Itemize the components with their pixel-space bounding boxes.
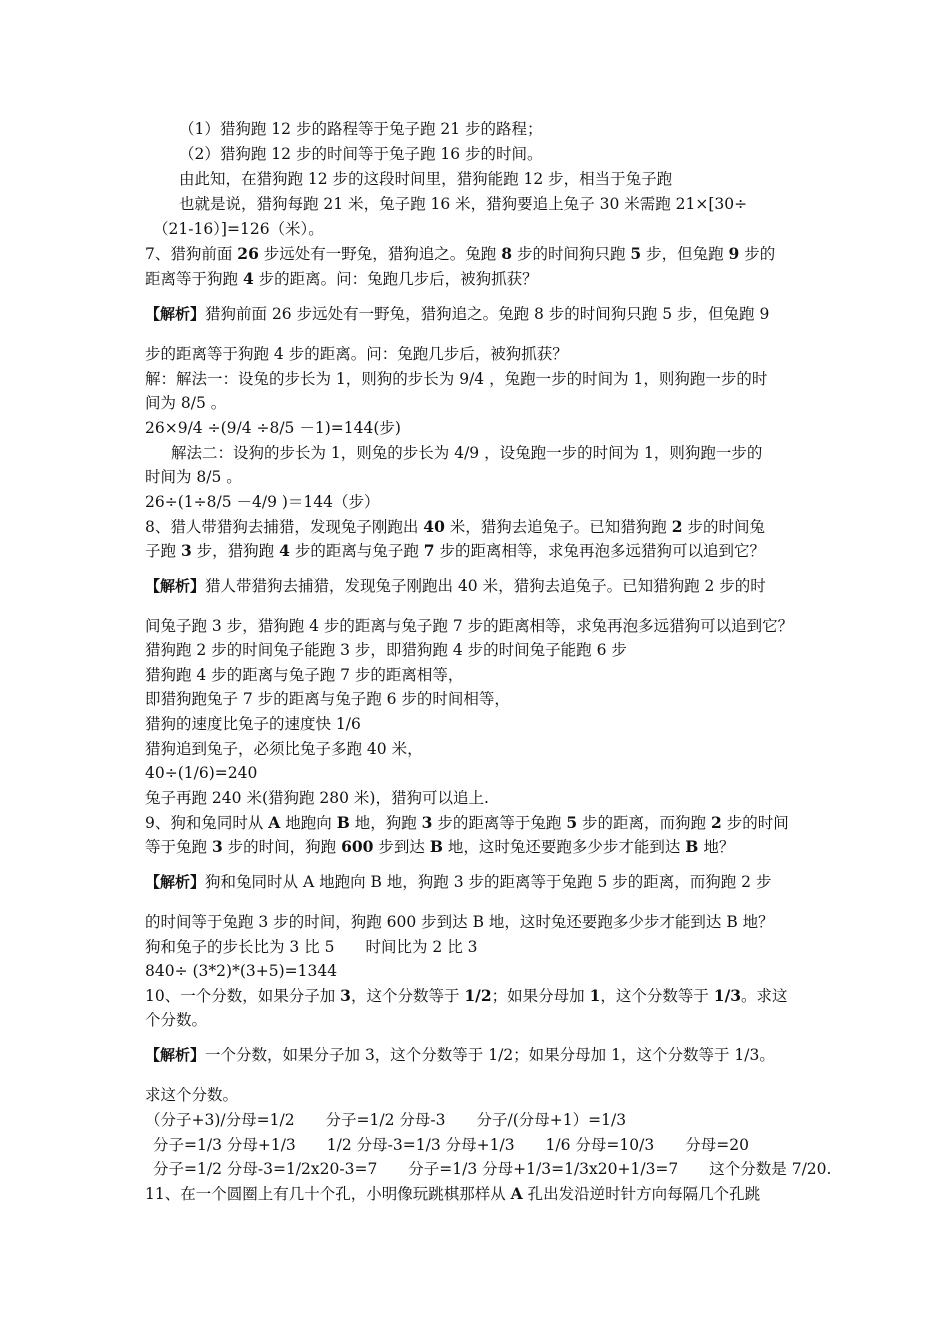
solution-7-line-2: 间为 8/5 。 <box>145 394 227 412</box>
solution-8-line-7: 兔子再跑 240 米(猎狗跑 280 米)，猎狗可以追上. <box>145 789 489 807</box>
solution-8-line-4: 猎狗的速度比兔子的速度快 1/6 <box>145 715 361 733</box>
solution-10-line-2: 分子=1/3 分母+1/3 1/2 分母-3=1/3 分母+1/3 1/6 分母=10/3 分母=20 <box>153 1136 749 1154</box>
analysis-10-line-2: 求这个分数。 <box>145 1086 239 1104</box>
solution-7-line-4: 解法二：设狗的步长为 1，则兔的步长为 4/9 ，设兔跑一步的时间为 1，则狗跑一步的 <box>171 444 763 462</box>
solution-9-line-1: 狗和兔子的步长比为 3 比 5 时间比为 2 比 3 <box>145 938 478 956</box>
analysis-8-line-1: 【解析】猎人带猎狗去捕猎，发现兔子刚跑出 40 米，猎狗去追兔子。已知猎狗跑 2 步的时 <box>145 577 766 595</box>
solution-7-line-3: 26×9/4 ÷(9/4 ÷8/5 －1)=144(步) <box>145 419 401 437</box>
solution-8-line-1: 猎狗跑 2 步的时间兔子能跑 3 步，即猎狗跑 4 步的时间兔子能跑 6 步 <box>145 641 627 659</box>
analysis-tag: 【解析】 <box>145 577 206 595</box>
intro-line-5: （21-16）]=126（米）。 <box>153 220 324 238</box>
analysis-9-line-1: 【解析】狗和兔同时从 A 地跑向 B 地，狗跑 3 步的距离等于兔跑 5 步的距离，而狗跑 2 步 <box>145 873 772 891</box>
question-10-line-1: 10、一个分数，如果分子加 3，这个分数等于 1/2；如果分母加 1，这个分数等于 1/3。求这 <box>145 986 788 1005</box>
question-9-line-2: 等于兔跑 3 步的时间，狗跑 600 步到达 B 地，这时兔还要跑多少步才能到达 B 地？ <box>145 837 735 856</box>
solution-8-line-5: 猎狗追到兔子，必须比兔子多跑 40 米， <box>145 740 423 758</box>
intro-condition-2: （2）猎狗跑 12 步的时间等于兔子跑 16 步的时间。 <box>179 145 543 163</box>
solution-7-line-5: 时间为 8/5 。 <box>145 468 242 486</box>
question-10-line-2: 个分数。 <box>145 1011 208 1029</box>
analysis-9-line-2: 的时间等于兔跑 3 步的时间，狗跑 600 步到达 B 地，这时兔还要跑多少步才能到达 B 地？ <box>145 913 774 931</box>
solution-7-line-6: 26÷(1÷8/5 －4/9 )＝144（步） <box>145 493 380 511</box>
analysis-7-line-1: 【解析】猎狗前面 26 步远处有一野兔，猎狗追之。兔跑 8 步的时间狗只跑 5 步，但兔跑 9 <box>145 305 770 323</box>
solution-10-line-1: （分子+3)/分母=1/2 分子=1/2 分母-3 分子/(分母+1）=1/3 <box>145 1111 627 1129</box>
solution-8-line-6: 40÷(1/6)=240 <box>145 764 258 782</box>
analysis-7-line-2: 步的距离等于狗跑 4 步的距离。问：兔跑几步后，被狗抓获？ <box>145 345 568 363</box>
question-7-line-2: 距离等于狗跑 4 步的距离。问：兔跑几步后，被狗抓获？ <box>145 269 538 288</box>
question-11-line-1: 11、在一个圆圈上有几十个孔，小明像玩跳棋那样从 A 孔出发沿逆时针方向每隔几个孔跳 <box>145 1184 761 1203</box>
question-7-line-1: 7、猎狗前面 26 步远处有一野兔，猎狗追之。兔跑 8 步的时间狗只跑 5 步，但兔跑 9 步的 <box>145 244 776 263</box>
solution-8-line-3: 即猎狗跑兔子 7 步的距离与兔子跑 6 步的时间相等， <box>145 690 510 708</box>
solution-7-line-1: 解：解法一：设兔的步长为 1，则狗的步长为 9/4 ，兔跑一步的时间为 1，则狗跑一步的时 <box>145 370 768 388</box>
solution-9-line-2: 840÷ (3*2)*(3+5)=1344 <box>145 962 338 980</box>
intro-line-3: 由此知，在猎狗跑 12 步的这段时间里，猎狗能跑 12 步，相当于兔子跑 <box>179 170 673 188</box>
analysis-10-line-1: 【解析】一个分数，如果分子加 3，这个分数等于 1/2；如果分母加 1，这个分数等于 1/3。 <box>145 1046 775 1064</box>
question-9-line-1: 9、狗和兔同时从 A 地跑向 B 地，狗跑 3 步的距离等于兔跑 5 步的距离，而狗跑 2 步的时间 <box>145 813 789 832</box>
analysis-8-line-2: 间兔子跑 3 步，猎狗跑 4 步的距离与兔子跑 7 步的距离相等，求兔再泡多远猎狗可以追到它？ <box>145 617 794 635</box>
solution-10-line-3: 分子=1/2 分母-3=1/2x20-3=7 分子=1/3 分母+1/3=1/3x20+1/3=7 这个分数是 7/20. <box>153 1160 832 1178</box>
analysis-tag: 【解析】 <box>145 873 206 891</box>
question-8-line-2: 子跑 3 步，猎狗跑 4 步的距离与兔子跑 7 步的距离相等，求兔再泡多远猎狗可以追到它？ <box>145 541 765 560</box>
intro-line-4: 也就是说，猎狗每跑 21 米，兔子跑 16 米，猎狗要追上兔子 30 米需跑 21×[30÷ <box>179 195 748 213</box>
analysis-tag: 【解析】 <box>145 305 206 323</box>
solution-8-line-2: 猎狗跑 4 步的距离与兔子跑 7 步的距离相等， <box>145 666 464 684</box>
analysis-tag: 【解析】 <box>145 1046 206 1064</box>
intro-condition-1: （1）猎狗跑 12 步的路程等于兔子跑 21 步的路程； <box>179 120 543 138</box>
question-8-line-1: 8、猎人带猎狗去捕猎，发现兔子刚跑出 40 米，猎狗去追兔子。已知猎狗跑 2 步的时间兔 <box>145 517 765 536</box>
